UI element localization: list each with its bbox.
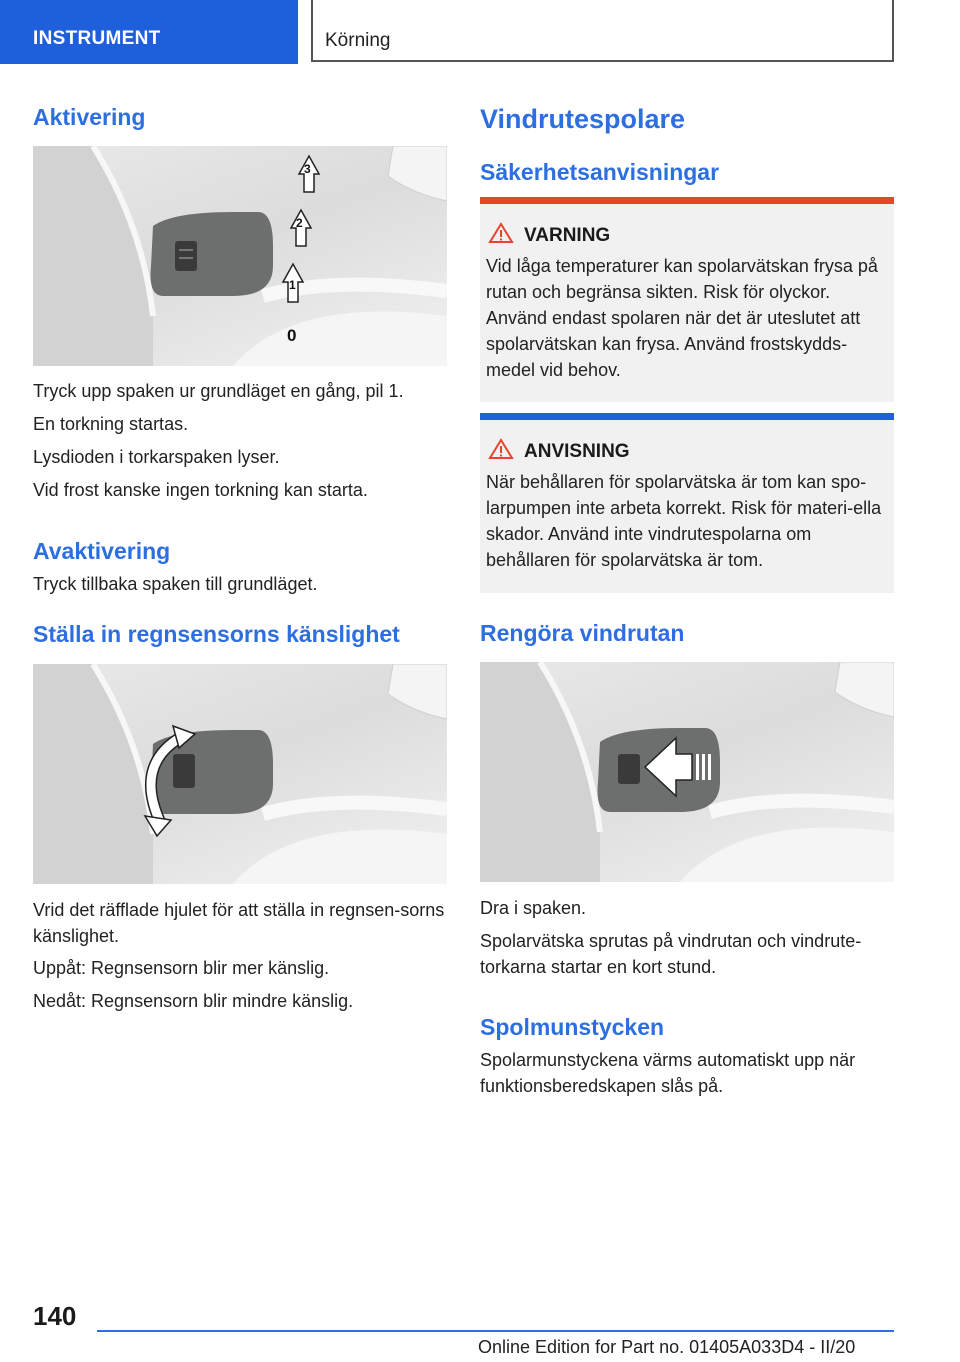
nozzles-text: Spolarmunstyckena värms automatiskt upp när funktionsberedskapen slås på.	[480, 1050, 856, 1096]
warning-triangle-icon	[488, 438, 514, 460]
activation-line-1: Tryck upp spaken ur grundläget en gång, pil 1.	[33, 381, 404, 401]
activation-line-4: Vid frost kanske ingen torkning kan starta.	[33, 480, 368, 500]
sensitivity-line-3: Nedåt: Regnsensorn blir mindre känslig.	[33, 991, 354, 1011]
heading-clean: Rengöra vindrutan	[480, 620, 685, 646]
page-number: 140	[33, 1301, 77, 1331]
figure-label-2: 2	[296, 216, 303, 230]
footer-edition: Online Edition for Part no. 01405A033D4 - II/20	[478, 1337, 856, 1357]
section-label: INSTRUMENT	[33, 28, 161, 49]
notice-box	[480, 413, 894, 593]
warning-label: VARNING	[524, 225, 611, 246]
page-title: Vindrutespolare	[480, 104, 686, 134]
sensitivity-line-2: Uppåt: Regnsensorn blir mer känslig.	[33, 958, 330, 978]
heading-sensitivity: Ställa in regnsensorns känslighet	[33, 621, 400, 647]
figure-label-0: 0	[287, 326, 297, 345]
heading-activation: Aktivering	[33, 104, 146, 130]
heading-nozzles: Spolmunstycken	[480, 1014, 665, 1040]
warning-triangle-icon	[488, 222, 514, 244]
footer-rule	[97, 1330, 894, 1332]
deactivation-text: Tryck tillbaka spaken till grundläget.	[33, 574, 318, 594]
figure-clean	[480, 662, 894, 882]
sensitivity-line-1: Vrid det räfflade hjulet för att ställa in regnsen-sorns känslighet.	[33, 900, 445, 946]
warning-bar	[480, 197, 894, 204]
figure-label-3: 3	[304, 162, 311, 176]
notice-label: ANVISNING	[524, 441, 630, 462]
clean-line-2: Spolarvätska sprutas på vindrutan och vindrute-torkarna startar en kort stund.	[480, 931, 862, 977]
heading-safety: Säkerhetsanvisningar	[480, 159, 720, 185]
warning-box	[480, 197, 894, 402]
clean-line-1: Dra i spaken.	[480, 898, 587, 918]
figure-activation	[33, 146, 447, 366]
chapter-label: Körning	[325, 30, 391, 51]
figure-sensitivity	[33, 664, 447, 884]
warning-text: Vid låga temperaturer kan spolarvätskan frysa på rutan och begränsa sikten. Risk för olyckor. Använd endast spolaren när det är uteslutet att spolarvätskan kan frysa. Använd frostskydds-medel vid behov.	[486, 256, 878, 380]
chapter-box	[311, 0, 894, 62]
activation-line-2: En torkning startas.	[33, 414, 189, 434]
notice-text: När behållaren för spolarvätska är tom kan spo-larpumpen inte arbeta korrekt. Risk för materi-ella skador. Använd inte vindrutespolarna om behållaren för spolarvätska är tom.	[486, 472, 882, 570]
figure-label-1: 1	[289, 278, 296, 292]
heading-deactivation: Avaktivering	[33, 538, 171, 564]
activation-line-3: Lysdioden i torkarspaken lyser.	[33, 447, 280, 467]
notice-bar	[480, 413, 894, 420]
